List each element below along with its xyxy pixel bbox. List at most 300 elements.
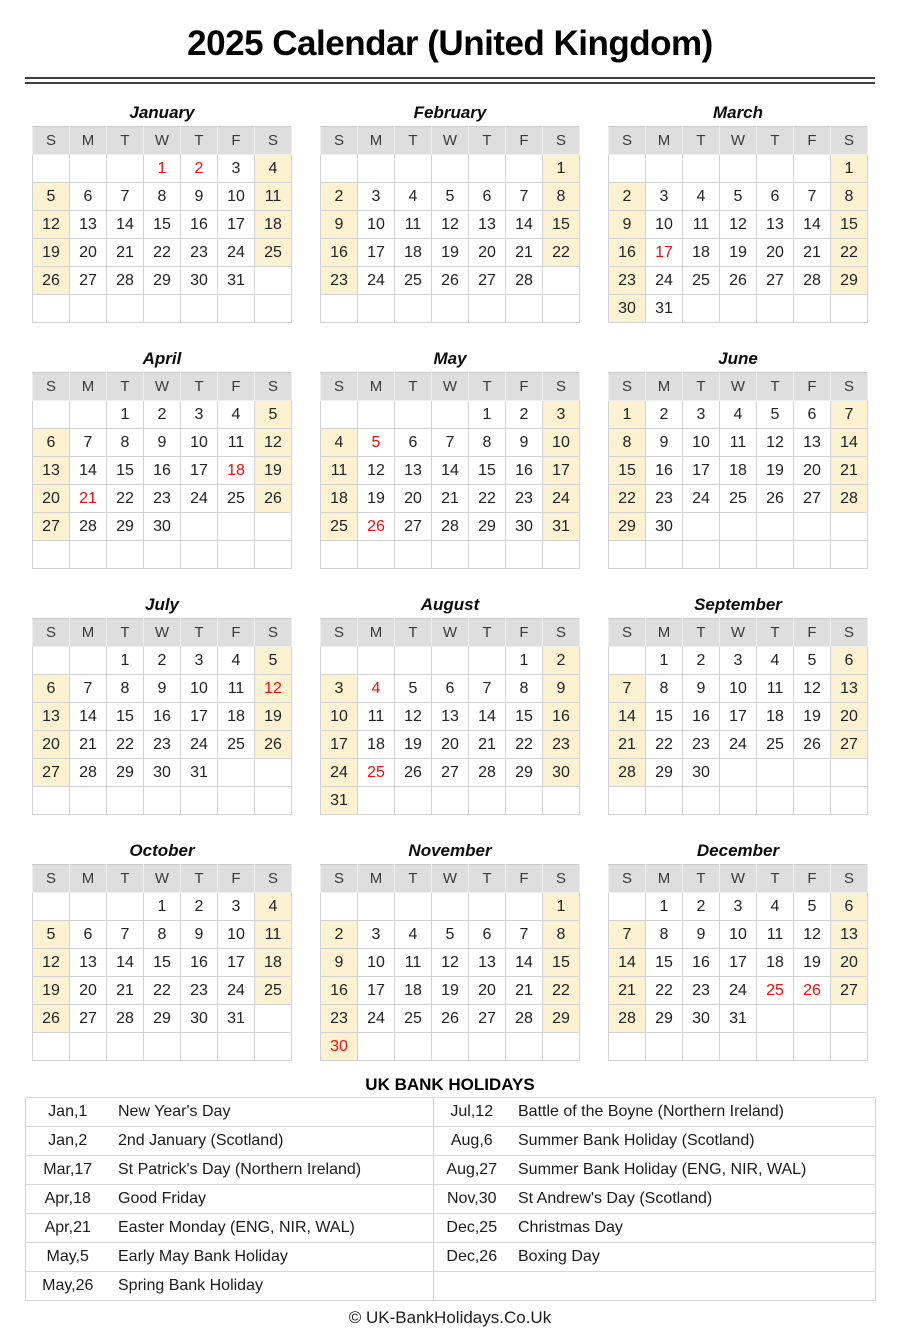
holiday-row: [25, 1127, 875, 1156]
weekday-header-cell: S: [609, 619, 646, 647]
holiday-name: Boxing Day: [510, 1243, 875, 1272]
day-cell: [181, 1033, 218, 1061]
day-cell: 29: [831, 267, 868, 295]
day-cell: 12: [432, 949, 469, 977]
month-table: [320, 618, 580, 815]
weekday-header-cell: M: [358, 619, 395, 647]
holiday-row: [25, 1243, 875, 1272]
month-block: [608, 841, 868, 1061]
day-cell: 1: [543, 155, 580, 183]
page-title: 2025 Calendar (United Kingdom): [187, 24, 713, 63]
week-row: [33, 731, 292, 759]
day-cell: [70, 155, 107, 183]
day-cell: 11: [321, 457, 358, 485]
day-cell: [395, 647, 432, 675]
day-cell: 31: [720, 1005, 757, 1033]
day-cell: 7: [70, 675, 107, 703]
holiday-name: Good Friday: [110, 1185, 433, 1214]
weekday-header-cell: T: [181, 619, 218, 647]
day-cell: 22: [646, 731, 683, 759]
week-row: [321, 267, 580, 295]
week-row: [321, 211, 580, 239]
day-cell: 19: [794, 949, 831, 977]
day-cell: [506, 893, 543, 921]
weekday-header-cell: F: [218, 865, 255, 893]
day-cell: 31: [218, 267, 255, 295]
month-title: July: [144, 595, 180, 614]
holiday-name: St Patrick's Day (Northern Ireland): [110, 1156, 433, 1185]
day-cell: 10: [358, 211, 395, 239]
day-cell: 24: [683, 485, 720, 513]
weekday-header-row: [609, 619, 868, 647]
day-cell: [831, 1005, 868, 1033]
day-cell: 22: [144, 239, 181, 267]
day-cell: [107, 155, 144, 183]
day-cell: [432, 787, 469, 815]
day-cell: 30: [144, 513, 181, 541]
week-row: [609, 893, 868, 921]
day-cell: 28: [469, 759, 506, 787]
weekday-header-cell: S: [255, 865, 292, 893]
day-cell: 29: [646, 759, 683, 787]
holiday-date: Jan,2: [25, 1127, 110, 1156]
day-cell: 26: [720, 267, 757, 295]
day-cell: 29: [609, 513, 646, 541]
day-cell: [33, 295, 70, 323]
week-row: [609, 949, 868, 977]
week-row: [33, 647, 292, 675]
weekday-header-cell: W: [144, 865, 181, 893]
month-block: [32, 349, 292, 569]
day-cell: 30: [543, 759, 580, 787]
day-cell: 18: [255, 949, 292, 977]
weekday-header-cell: T: [757, 619, 794, 647]
day-cell: 29: [646, 1005, 683, 1033]
weekday-header-cell: T: [469, 865, 506, 893]
month-block: [320, 595, 580, 815]
week-row: [321, 295, 580, 323]
day-cell: 12: [794, 675, 831, 703]
weekday-header-cell: T: [683, 865, 720, 893]
day-cell: [181, 787, 218, 815]
day-cell: 13: [432, 703, 469, 731]
day-cell: 7: [107, 183, 144, 211]
day-cell: 16: [321, 977, 358, 1005]
day-cell: 6: [831, 647, 868, 675]
day-cell: 5: [395, 675, 432, 703]
day-cell: 14: [432, 457, 469, 485]
day-cell: 5: [33, 921, 70, 949]
day-cell: 17: [683, 457, 720, 485]
day-cell: [395, 295, 432, 323]
day-cell: 20: [395, 485, 432, 513]
calendar-grid: [32, 103, 868, 1061]
day-cell: 10: [720, 675, 757, 703]
weekday-header-cell: T: [683, 373, 720, 401]
weekday-header-row: [609, 865, 868, 893]
day-cell: [255, 787, 292, 815]
holiday-name: Christmas Day: [510, 1214, 875, 1243]
day-cell: 2: [321, 921, 358, 949]
weekday-header-cell: W: [432, 619, 469, 647]
day-cell: 17: [218, 211, 255, 239]
day-cell: 5: [255, 647, 292, 675]
week-row: [609, 485, 868, 513]
day-cell: 10: [720, 921, 757, 949]
day-cell: 22: [543, 977, 580, 1005]
day-cell: [646, 787, 683, 815]
day-cell: [469, 541, 506, 569]
month-title: September: [694, 595, 782, 614]
day-cell: 4: [218, 401, 255, 429]
day-cell: [609, 647, 646, 675]
weekday-header-cell: M: [70, 865, 107, 893]
day-cell: 26: [358, 513, 395, 541]
week-row: [33, 457, 292, 485]
day-cell: [255, 759, 292, 787]
day-cell: 16: [181, 949, 218, 977]
day-cell: [358, 541, 395, 569]
day-cell: [107, 541, 144, 569]
weekday-header-cell: S: [831, 127, 868, 155]
copyright-text: © UK-BankHolidays.Co.Uk: [348, 1308, 552, 1327]
day-cell: 9: [321, 211, 358, 239]
month-title: June: [718, 349, 758, 368]
day-cell: 25: [321, 513, 358, 541]
month-block: [320, 103, 580, 323]
day-cell: [395, 401, 432, 429]
weekday-header-cell: T: [683, 619, 720, 647]
week-row: [321, 921, 580, 949]
holiday-row: [25, 1098, 875, 1127]
day-cell: 6: [831, 893, 868, 921]
day-cell: 19: [255, 457, 292, 485]
weekday-header-cell: T: [757, 865, 794, 893]
month-title: October: [129, 841, 195, 860]
week-row: [609, 267, 868, 295]
weekday-header-cell: T: [757, 127, 794, 155]
week-row: [609, 295, 868, 323]
day-cell: 24: [720, 977, 757, 1005]
week-row: [321, 183, 580, 211]
weekday-header-row: [321, 373, 580, 401]
holidays-heading: UK BANK HOLIDAYS: [365, 1075, 535, 1094]
weekday-header-cell: T: [181, 865, 218, 893]
day-cell: 3: [358, 921, 395, 949]
day-cell: [218, 541, 255, 569]
day-cell: 23: [506, 485, 543, 513]
day-cell: [757, 1033, 794, 1061]
day-cell: 5: [794, 893, 831, 921]
day-cell: 21: [70, 485, 107, 513]
day-cell: 27: [831, 977, 868, 1005]
weekday-header-row: [33, 619, 292, 647]
day-cell: [543, 541, 580, 569]
day-cell: 2: [181, 155, 218, 183]
day-cell: [609, 541, 646, 569]
day-cell: 28: [506, 1005, 543, 1033]
day-cell: [831, 513, 868, 541]
day-cell: 15: [506, 703, 543, 731]
day-cell: [432, 401, 469, 429]
day-cell: 8: [144, 183, 181, 211]
day-cell: 27: [469, 267, 506, 295]
day-cell: 27: [432, 759, 469, 787]
day-cell: [720, 1033, 757, 1061]
day-cell: 15: [646, 949, 683, 977]
week-row: [321, 675, 580, 703]
day-cell: 1: [831, 155, 868, 183]
weekday-header-cell: S: [321, 619, 358, 647]
day-cell: [144, 295, 181, 323]
day-cell: 6: [33, 675, 70, 703]
day-cell: 23: [181, 239, 218, 267]
day-cell: 24: [321, 759, 358, 787]
day-cell: 31: [321, 787, 358, 815]
day-cell: 29: [469, 513, 506, 541]
title-divider: [25, 77, 875, 84]
day-cell: 24: [543, 485, 580, 513]
day-cell: [321, 647, 358, 675]
day-cell: 20: [33, 731, 70, 759]
weekday-header-cell: W: [720, 373, 757, 401]
day-cell: 11: [757, 675, 794, 703]
day-cell: 11: [683, 211, 720, 239]
day-cell: [432, 647, 469, 675]
day-cell: 14: [107, 211, 144, 239]
day-cell: 26: [432, 267, 469, 295]
day-cell: 14: [107, 949, 144, 977]
holiday-name: 2nd January (Scotland): [110, 1127, 433, 1156]
day-cell: [321, 893, 358, 921]
month-table: [608, 618, 868, 815]
day-cell: [683, 155, 720, 183]
day-cell: 13: [831, 675, 868, 703]
day-cell: [720, 155, 757, 183]
month-title: August: [420, 595, 480, 614]
day-cell: 7: [609, 675, 646, 703]
day-cell: 20: [469, 977, 506, 1005]
month-table: [32, 864, 292, 1061]
day-cell: 5: [432, 183, 469, 211]
holiday-row: [25, 1272, 875, 1301]
day-cell: 17: [543, 457, 580, 485]
day-cell: 23: [609, 267, 646, 295]
day-cell: 4: [395, 183, 432, 211]
day-cell: 24: [646, 267, 683, 295]
day-cell: 3: [543, 401, 580, 429]
day-cell: [720, 513, 757, 541]
day-cell: 26: [794, 977, 831, 1005]
day-cell: 13: [70, 949, 107, 977]
day-cell: [469, 787, 506, 815]
week-row: [321, 239, 580, 267]
day-cell: 19: [358, 485, 395, 513]
day-cell: 6: [432, 675, 469, 703]
day-cell: 5: [255, 401, 292, 429]
day-cell: 10: [683, 429, 720, 457]
weekday-header-cell: M: [358, 865, 395, 893]
weekday-header-cell: M: [646, 127, 683, 155]
day-cell: 22: [831, 239, 868, 267]
weekday-header-cell: S: [543, 619, 580, 647]
day-cell: [255, 267, 292, 295]
day-cell: 28: [70, 759, 107, 787]
day-cell: [683, 1033, 720, 1061]
week-row: [33, 541, 292, 569]
day-cell: 24: [218, 239, 255, 267]
week-row: [321, 647, 580, 675]
holiday-date: Nov,30: [433, 1185, 510, 1214]
day-cell: 6: [794, 401, 831, 429]
weekday-header-cell: F: [218, 127, 255, 155]
day-cell: 3: [218, 893, 255, 921]
day-cell: 16: [609, 239, 646, 267]
day-cell: 23: [683, 977, 720, 1005]
week-row: [321, 1005, 580, 1033]
day-cell: 3: [646, 183, 683, 211]
day-cell: 22: [107, 731, 144, 759]
day-cell: 2: [543, 647, 580, 675]
holiday-date: Apr,18: [25, 1185, 110, 1214]
day-cell: 15: [107, 703, 144, 731]
weekday-header-cell: W: [144, 127, 181, 155]
day-cell: 29: [107, 759, 144, 787]
day-cell: 6: [469, 183, 506, 211]
month-table: [320, 126, 580, 323]
day-cell: 15: [107, 457, 144, 485]
day-cell: 9: [646, 429, 683, 457]
day-cell: 10: [358, 949, 395, 977]
week-row: [321, 977, 580, 1005]
month-title: February: [413, 103, 487, 122]
day-cell: 20: [757, 239, 794, 267]
day-cell: 30: [609, 295, 646, 323]
weekday-header-cell: W: [432, 865, 469, 893]
week-row: [609, 1005, 868, 1033]
day-cell: 5: [757, 401, 794, 429]
holiday-row: [25, 1185, 875, 1214]
week-row: [321, 731, 580, 759]
day-cell: 10: [321, 703, 358, 731]
day-cell: 6: [395, 429, 432, 457]
month-table: [608, 126, 868, 323]
day-cell: 8: [543, 921, 580, 949]
day-cell: [70, 541, 107, 569]
weekday-header-cell: T: [469, 619, 506, 647]
day-cell: [358, 787, 395, 815]
day-cell: [395, 155, 432, 183]
week-row: [609, 541, 868, 569]
day-cell: [683, 295, 720, 323]
day-cell: [831, 295, 868, 323]
day-cell: 11: [395, 949, 432, 977]
day-cell: [70, 401, 107, 429]
day-cell: 24: [720, 731, 757, 759]
day-cell: 9: [144, 675, 181, 703]
day-cell: [255, 513, 292, 541]
day-cell: 12: [255, 429, 292, 457]
day-cell: [70, 295, 107, 323]
week-row: [321, 949, 580, 977]
day-cell: [33, 647, 70, 675]
day-cell: [218, 1033, 255, 1061]
holiday-date: Jul,12: [433, 1098, 510, 1127]
week-row: [321, 457, 580, 485]
day-cell: 28: [609, 759, 646, 787]
day-cell: [757, 1005, 794, 1033]
day-cell: 13: [33, 457, 70, 485]
weekday-header-cell: S: [543, 127, 580, 155]
holiday-date: Mar,17: [25, 1156, 110, 1185]
day-cell: 13: [469, 949, 506, 977]
day-cell: 19: [432, 239, 469, 267]
day-cell: 15: [144, 211, 181, 239]
day-cell: 23: [646, 485, 683, 513]
month-block: [608, 103, 868, 323]
day-cell: 15: [609, 457, 646, 485]
day-cell: [255, 1005, 292, 1033]
day-cell: [469, 647, 506, 675]
day-cell: 30: [683, 1005, 720, 1033]
week-row: [321, 513, 580, 541]
day-cell: 25: [720, 485, 757, 513]
week-row: [33, 1005, 292, 1033]
weekday-header-cell: S: [33, 373, 70, 401]
weekday-header-cell: F: [794, 865, 831, 893]
weekday-header-cell: W: [720, 865, 757, 893]
holiday-name: Easter Monday (ENG, NIR, WAL): [110, 1214, 433, 1243]
week-row: [33, 1033, 292, 1061]
day-cell: 22: [107, 485, 144, 513]
week-row: [609, 513, 868, 541]
day-cell: [181, 541, 218, 569]
weekday-header-cell: T: [181, 373, 218, 401]
day-cell: 19: [757, 457, 794, 485]
week-row: [321, 429, 580, 457]
day-cell: [683, 541, 720, 569]
day-cell: [144, 787, 181, 815]
week-row: [609, 675, 868, 703]
day-cell: [432, 1033, 469, 1061]
day-cell: 1: [144, 893, 181, 921]
day-cell: 3: [683, 401, 720, 429]
day-cell: 28: [506, 267, 543, 295]
day-cell: 6: [70, 921, 107, 949]
month-title: March: [712, 103, 764, 122]
day-cell: 19: [794, 703, 831, 731]
day-cell: 10: [181, 429, 218, 457]
day-cell: [757, 787, 794, 815]
day-cell: 13: [794, 429, 831, 457]
day-cell: 25: [255, 239, 292, 267]
weekday-header-cell: S: [255, 373, 292, 401]
day-cell: 2: [144, 647, 181, 675]
day-cell: 3: [720, 647, 757, 675]
day-cell: 5: [432, 921, 469, 949]
week-row: [33, 211, 292, 239]
day-cell: 29: [144, 1005, 181, 1033]
day-cell: 25: [395, 267, 432, 295]
day-cell: 16: [321, 239, 358, 267]
week-row: [33, 295, 292, 323]
day-cell: 20: [70, 977, 107, 1005]
holiday-date: Apr,21: [25, 1214, 110, 1243]
day-cell: 25: [683, 267, 720, 295]
day-cell: [33, 1033, 70, 1061]
holiday-date: Aug,6: [433, 1127, 510, 1156]
day-cell: 12: [33, 949, 70, 977]
